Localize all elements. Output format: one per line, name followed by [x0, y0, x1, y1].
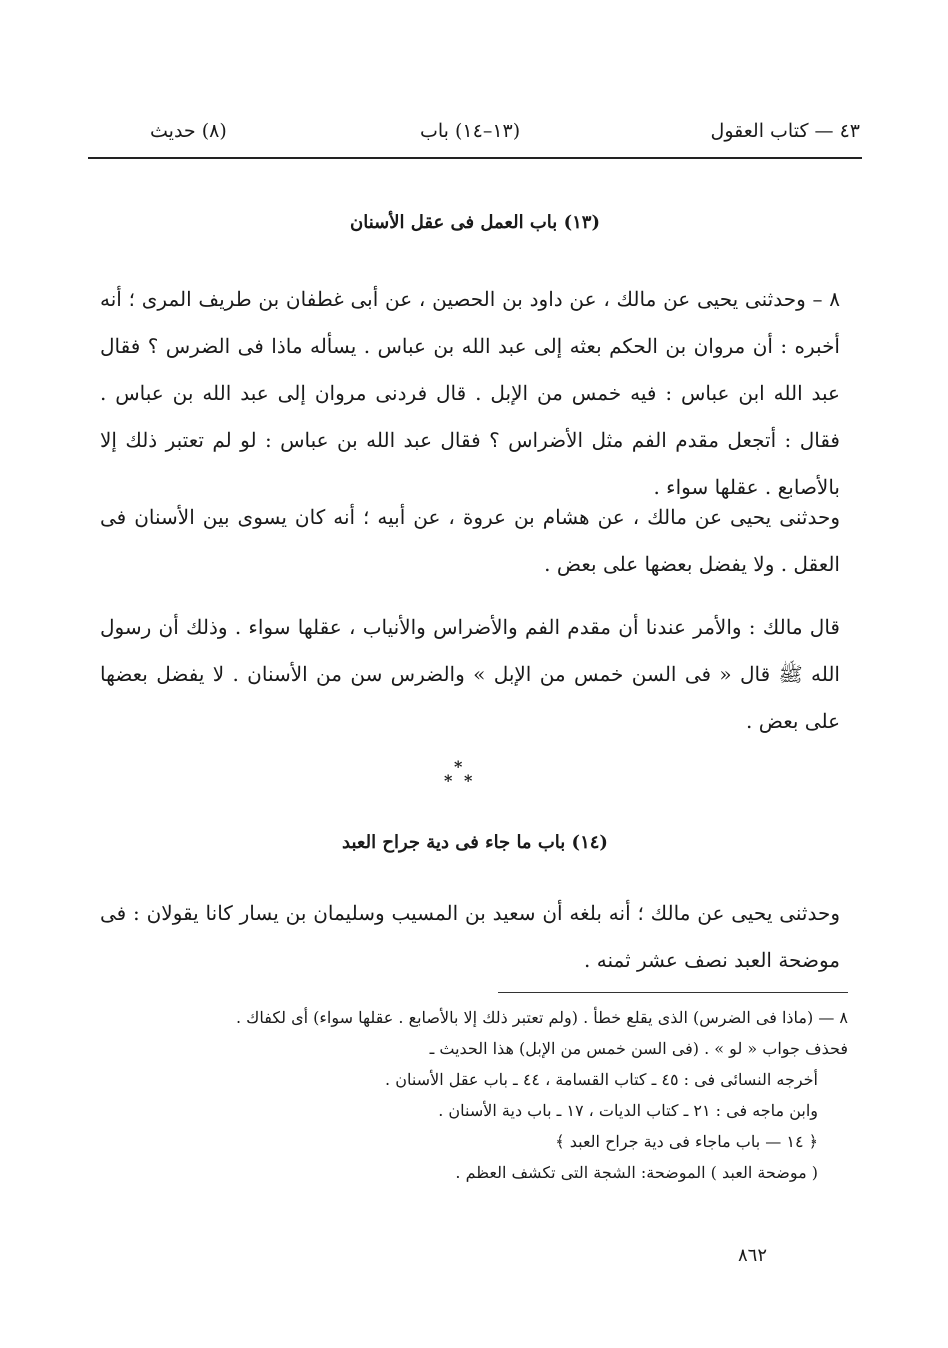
section-13-paragraph-3: قال مالك : والأمر عندنا أن مقدم الفم والأضراس والأنياب ، عقلها سواء . وذلك أن رسول الله ﷺ قال « فى السن خمس من الإبل » والضرس سن من الأسنان . لا يفضل بعضها على بعض . — [100, 615, 840, 733]
header-book-title: ٤٣ — كتاب العقول — [710, 120, 860, 142]
section-14-paragraph-1: وحدثنى يحيى عن مالك ؛ أنه بلغه أن سعيد بن المسيب وسليمان بن يسار كانا يقولان : فى موضحة العبد نصف عشر ثمنه . — [100, 901, 840, 972]
header-chapter: (١٣–١٤) باب — [420, 120, 521, 142]
footnote-line-6: ( موضحة العبد ) الموضحة: الشجة التى تكشف العظم . — [455, 1163, 818, 1182]
footnote-rule — [498, 992, 848, 993]
footnote-line-2: فحذف جواب « لو » . (فى السن خمس من الإبل) هذا الحديث ـ — [429, 1039, 848, 1058]
footnote-line-1: ٨ — (ماذا فى الضرس) الذى يقلع خطأ . (ولم تعتبر ذلك إلا بالأصابع . عقلها سواء) أى لكفاك . — [235, 1008, 848, 1027]
section-13-paragraph-2: وحدثنى يحيى عن مالك ، عن هشام بن عروة ، عن أبيه ؛ أنه كان يسوى بين الأسنان فى العقل . ولا يفضل بعضها على بعض . — [100, 505, 840, 576]
page-number: ٨٦٢ — [738, 1245, 768, 1266]
section-13-paragraph-1: ٨ – وحدثنى يحيى عن مالك ، عن داود بن الحصين ، عن أبى غطفان بن طريف المرى ؛ أنه أخبره : أن مروان بن الحكم بعثه إلى عبد الله بن عباس . يسأله ماذا فى الضرس ؟ فقال عبد الله ابن عباس : فيه خمس من الإبل . قال فردنى مروان إلى عبد الله بن عباس . فقال : أتجعل مقدم الفم مثل الأضراس ؟ فقال عبد الله بن عباس : لو لم تعتبر ذلك إلا بالأصابع . عقلها سواء . — [100, 287, 840, 499]
header-hadith-number: (٨) حديث — [150, 120, 227, 142]
running-header — [90, 118, 860, 152]
section-13-heading: (١٣) باب العمل فى عقل الأسنان — [350, 212, 600, 233]
footnote-line-3: أخرجه النسائى فى : ٤٥ ـ كتاب القسامة ، ٤٤ ـ باب عقل الأسنان . — [385, 1070, 818, 1089]
section-separator: * * * — [444, 757, 473, 790]
section-14-heading: (١٤) باب ما جاء فى دية جراح العبد — [342, 832, 608, 853]
footnote-line-5: ﴿ ١٤ — باب ماجاء فى دية جراح العبد ﴾ — [555, 1132, 818, 1151]
footnote-line-4: وابن ماجه فى : ٢١ ـ كتاب الديات ، ١٧ ـ باب دية الأسنان . — [438, 1101, 818, 1120]
header-rule — [88, 157, 862, 159]
